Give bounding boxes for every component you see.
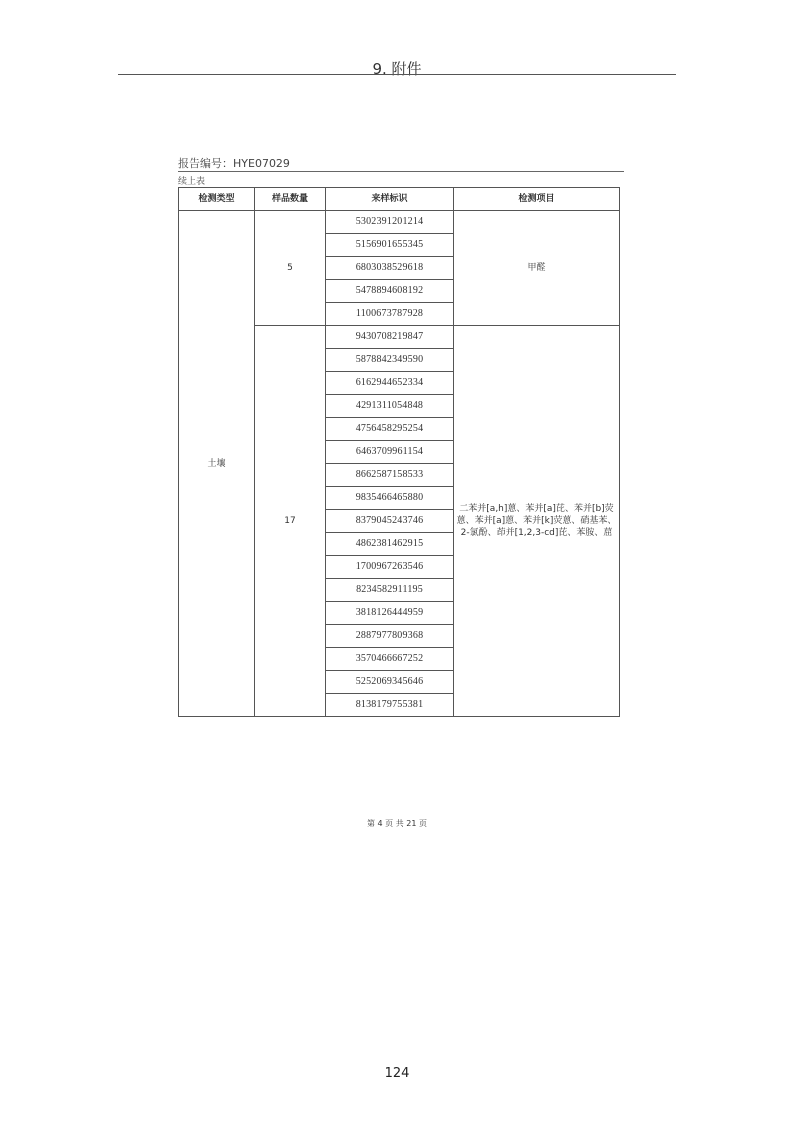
- sample-id: 1100673787928: [326, 303, 454, 326]
- header-detection-type: 检测类型: [179, 188, 255, 211]
- sample-id: 9835466465880: [326, 487, 454, 510]
- sample-id: 4862381462915: [326, 533, 454, 556]
- group-2-test-items: 二苯并[a,h]蒽、苯并[a]芘、苯并[b]荧蒽、苯并[a]蒽、苯并[k]荧蒽、硝基苯、2-氯酚、茚并[1,2,3-cd]芘、苯胺、䓛: [454, 326, 620, 717]
- header-test-items: 检测项目: [454, 188, 620, 211]
- sample-id: 5878842349590: [326, 349, 454, 372]
- header-sample-count: 样品数量: [255, 188, 326, 211]
- sample-id: 5156901655345: [326, 234, 454, 257]
- sample-id: 8379045243746: [326, 510, 454, 533]
- table-header-row: [179, 188, 620, 211]
- sample-id: 5252069345646: [326, 671, 454, 694]
- report-divider: [178, 171, 624, 172]
- sample-id: 2887977809368: [326, 625, 454, 648]
- table-row: [179, 211, 620, 234]
- header-sample-id: 来样标识: [326, 188, 454, 211]
- sample-id: 1700967263546: [326, 556, 454, 579]
- sample-id: 3570466667252: [326, 648, 454, 671]
- continued-table-label: 续上表: [178, 177, 206, 187]
- sample-id: 8234582911195: [326, 579, 454, 602]
- sample-id: 3818126444959: [326, 602, 454, 625]
- report-number: 报告编号：HYE07029: [178, 157, 290, 170]
- sample-id: 8138179755381: [326, 694, 454, 717]
- sample-id: 9430708219847: [326, 326, 454, 349]
- sample-id: 4291311054848: [326, 395, 454, 418]
- page-header-title: 9. 附件: [372, 60, 422, 78]
- group-2-count: 17: [255, 326, 326, 717]
- sample-id: 4756458295254: [326, 418, 454, 441]
- header-divider: [118, 74, 676, 75]
- page-number: 124: [384, 1066, 410, 1081]
- sample-id: 5478894608192: [326, 280, 454, 303]
- sample-id: 5302391201214: [326, 211, 454, 234]
- group-1-test-items: 甲醛: [454, 211, 620, 326]
- sample-id: 8662587158533: [326, 464, 454, 487]
- group-1-count: 5: [255, 211, 326, 326]
- results-table: [178, 187, 620, 717]
- detection-type-cell: 土壤: [179, 211, 255, 717]
- page-info: 第 4 页 共 21 页: [367, 819, 427, 828]
- sample-id: 6463709961154: [326, 441, 454, 464]
- sample-id: 6162944652334: [326, 372, 454, 395]
- sample-id: 6803038529618: [326, 257, 454, 280]
